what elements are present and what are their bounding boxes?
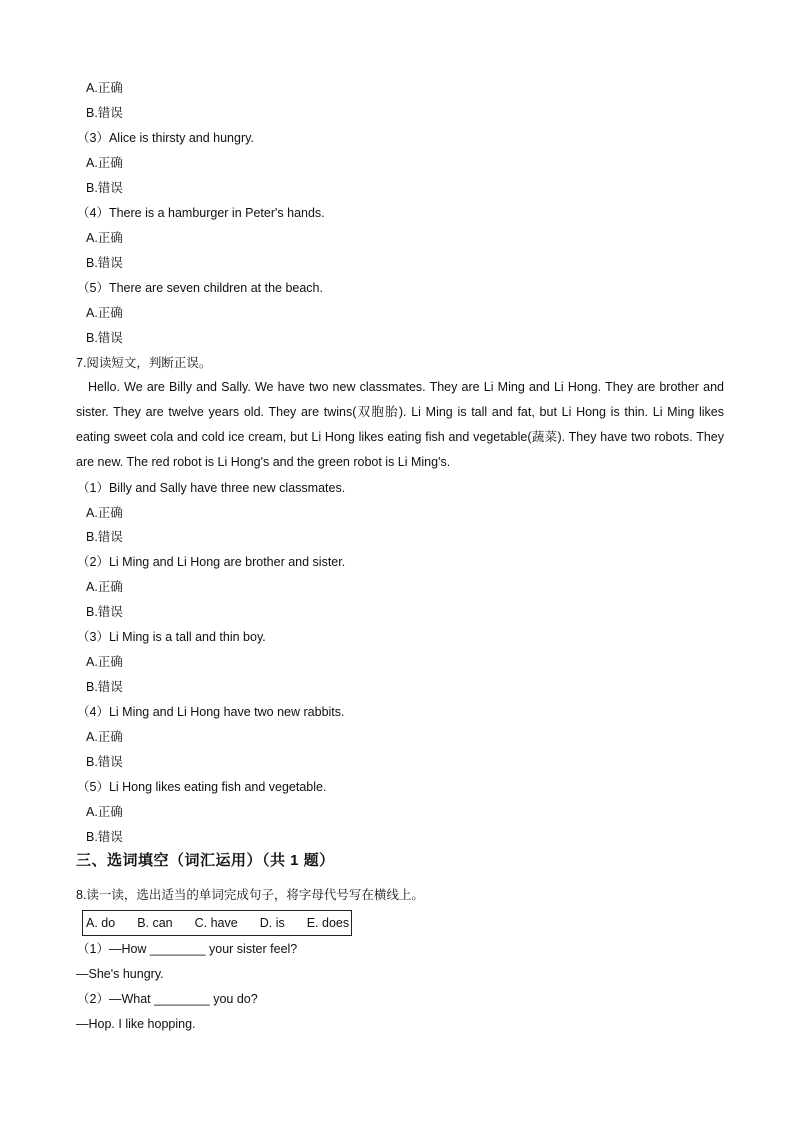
word-choice: B. can [137,916,173,930]
option-a: A.正确 [86,805,123,819]
option-b: B.错误 [86,181,123,195]
q7-item-1: （1）Billy and Sally have three new classmates. [77,481,346,495]
option-a: A.正确 [86,306,123,320]
option-b: B.错误 [86,680,123,694]
word-choice: E. does [306,916,350,930]
option-b: B.错误 [86,605,123,619]
q7-item-4: （4）Li Ming and Li Hong have two new rabbits. [77,705,345,719]
option-b: B.错误 [86,106,123,120]
q7-passage [76,375,724,475]
option-a: A.正确 [86,231,123,245]
option-b: B.错误 [86,331,123,345]
option-a: A.正确 [86,506,123,520]
q8-item-1: （1）—How ________ your sister feel? [77,942,298,956]
option-b: B.错误 [86,256,123,270]
word-choice-box [82,910,352,936]
q7-passage-text: Hello. We are Billy and Sally. We have two new classmates. They are Li Ming and Li Hong. They are brother and sister. They are twelve years old. They are twins(双胞胎). Li Ming is tall and fat, but Li Hong is thin. Li Ming likes eating sweet cola and cold ice cream, but Li Hong likes eating fish and vegetable(蔬菜). They have two robots. They are new. The red robot is Li Hong's and the green robot is Li Ming's. [76,380,724,469]
q8-item-2: （2）—What ________ you do? [77,992,258,1006]
option-a: A.正确 [86,81,123,95]
q6-item-4: （4）There is a hamburger in Peter's hands. [77,206,325,220]
option-b: B.错误 [86,830,123,844]
option-b: B.错误 [86,530,123,544]
q8-answer-1: —She's hungry. [76,967,164,981]
q7-item-5: （5）Li Hong likes eating fish and vegetable. [77,780,327,794]
option-a: A.正确 [86,730,123,744]
section-heading: 三、选词填空（词汇运用）（共 1 题） [76,852,335,869]
q6-item-5: （5）There are seven children at the beach. [77,281,323,295]
option-a: A.正确 [86,156,123,170]
q7-item-3: （3）Li Ming is a tall and thin boy. [77,630,266,644]
word-choice: A. do [86,916,116,930]
q8-answer-2: —Hop. I like hopping. [76,1017,196,1031]
word-choice: D. is [259,916,285,930]
q6-item-3: （3）Alice is thirsty and hungry. [77,131,254,145]
option-a: A.正确 [86,580,123,594]
option-b: B.错误 [86,755,123,769]
q7-title: 7.阅读短文，判断正误。 [76,356,212,370]
word-choice: C. have [194,916,238,930]
q8-title: 8.读一读，选出适当的单词完成句子，将字母代号写在横线上。 [76,888,424,902]
q7-item-2: （2）Li Ming and Li Hong are brother and sister. [77,555,346,569]
option-a: A.正确 [86,655,123,669]
